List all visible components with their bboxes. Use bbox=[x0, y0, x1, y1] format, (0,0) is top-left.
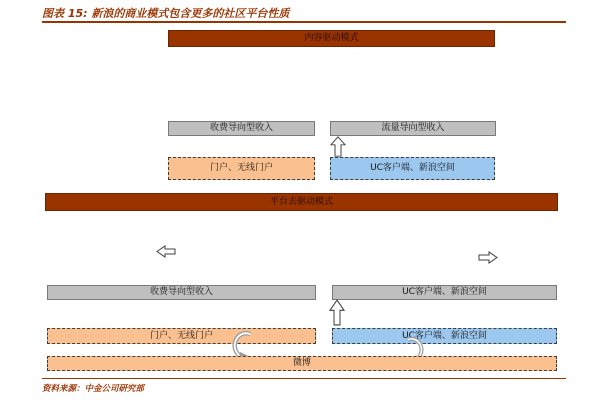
upper-traffic-revenue-box bbox=[330, 121, 496, 136]
upper-uc-label: UC客户端、新浪空间 bbox=[370, 163, 455, 173]
lower-portal-box bbox=[47, 328, 316, 344]
upper-traffic-revenue-label: 流量导向型收入 bbox=[381, 123, 445, 133]
right-arrow-icon bbox=[478, 251, 498, 264]
lower-uc-box bbox=[332, 328, 557, 344]
content-driven-header-box bbox=[168, 30, 495, 47]
upper-portal-box bbox=[168, 157, 315, 180]
title-underline bbox=[42, 21, 566, 23]
lower-uc-label: UC客户端、新浪空间 bbox=[402, 330, 487, 341]
lower-uc-revenue-box bbox=[332, 285, 557, 300]
left-arrow-icon bbox=[156, 245, 176, 258]
weibo-platform-label: 微博 bbox=[292, 358, 311, 368]
lower-fee-revenue-label: 收费导向型收入 bbox=[149, 287, 213, 297]
weibo-platform-box bbox=[47, 356, 557, 371]
platform-driven-header-box bbox=[45, 193, 558, 211]
figure-title: 图表 15: 新浪的商业模式包含更多的社区平台性质 bbox=[42, 7, 290, 20]
source-divider bbox=[42, 378, 566, 379]
upper-fee-revenue-box bbox=[168, 121, 315, 136]
lower-fee-revenue-box bbox=[47, 285, 316, 300]
source-note: 资料来源：中金公司研究部 bbox=[42, 384, 145, 394]
lower-uc-revenue-label: UC客户端、新浪空间 bbox=[402, 287, 487, 297]
upper-uc-box bbox=[330, 157, 495, 180]
up-arrow-icon bbox=[330, 136, 346, 157]
platform-driven-header-label: 平台去驱动模式 bbox=[269, 196, 333, 207]
up-arrow-icon bbox=[329, 299, 345, 326]
upper-portal-label: 门户、无线门户 bbox=[209, 163, 273, 173]
lower-portal-label: 门户、无线门户 bbox=[149, 330, 213, 341]
upper-fee-revenue-label: 收费导向型收入 bbox=[209, 123, 273, 133]
content-driven-header-label: 内容驱动模式 bbox=[304, 33, 359, 43]
